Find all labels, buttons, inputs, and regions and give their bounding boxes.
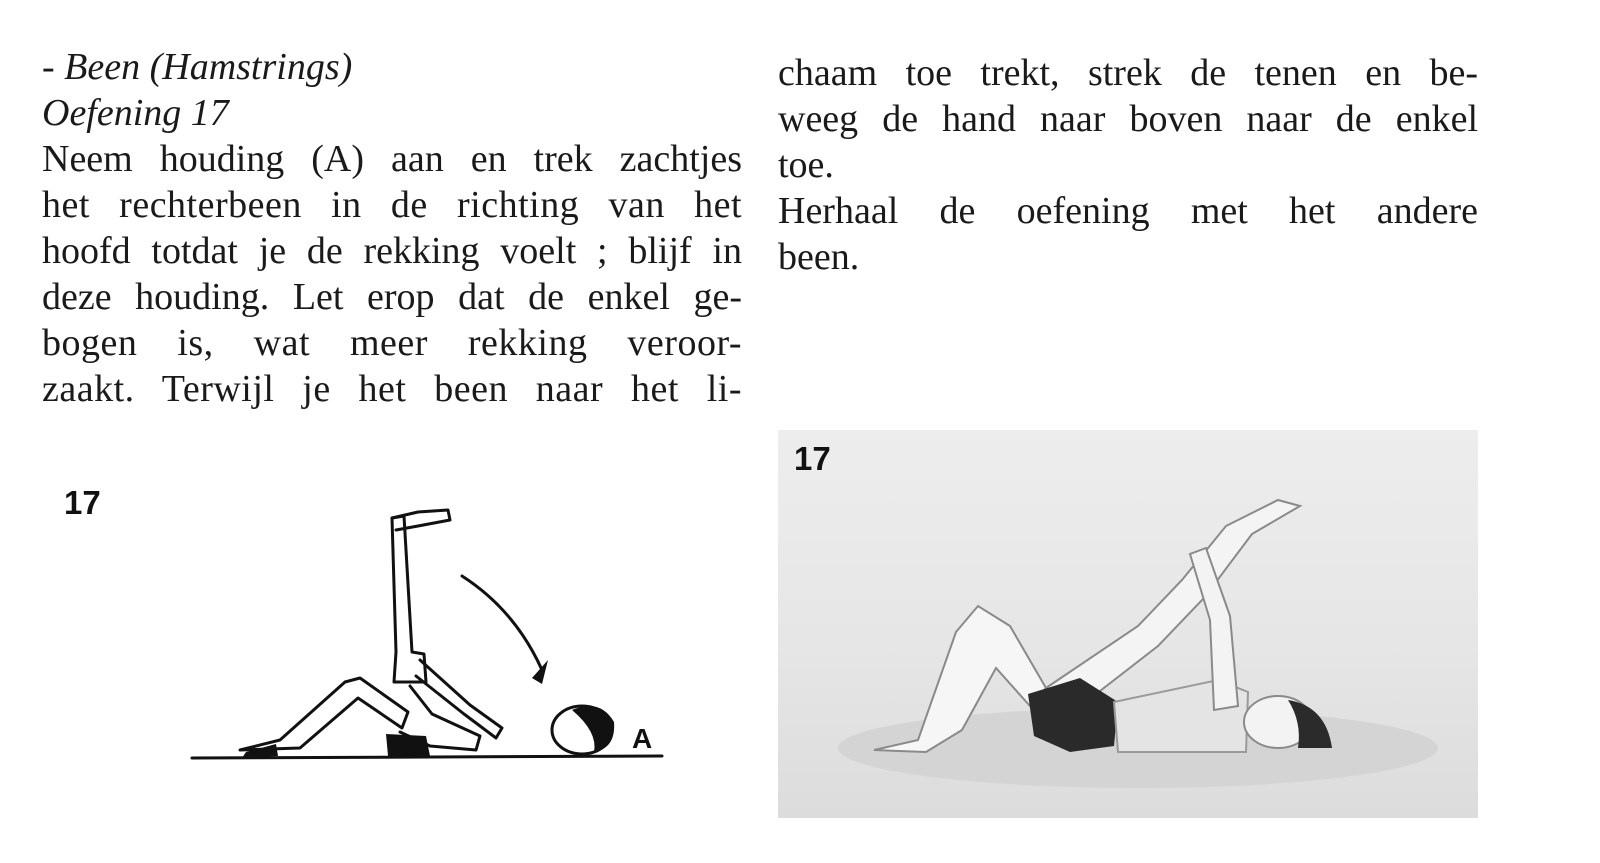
pose-label-a: A bbox=[632, 723, 653, 754]
raised-leg bbox=[392, 516, 426, 682]
hair bbox=[572, 706, 614, 752]
bent-leg bbox=[240, 678, 408, 750]
left-text-column bbox=[42, 44, 742, 412]
drawing-figure-number: 17 bbox=[64, 484, 101, 521]
body-line: weeg de hand naar boven naar de enkel bbox=[778, 98, 1478, 140]
photo-figure-number: 17 bbox=[794, 440, 831, 477]
body-line: hoofd totdat je de rekking voelt ; blijf in bbox=[42, 230, 742, 272]
raised-foot bbox=[392, 510, 450, 530]
body-line: Neem houding (A) aan en trek zachtjes bbox=[42, 138, 742, 180]
body-line: been. bbox=[778, 236, 860, 278]
body-line: zaakt. Terwijl je het been naar het li- bbox=[42, 368, 742, 410]
motion-arrow bbox=[462, 576, 542, 670]
exercise-heading: Oefening 17 bbox=[42, 92, 229, 134]
body-line: toe. bbox=[778, 144, 834, 186]
body-line: chaam toe trekt, strek de tenen en be- bbox=[778, 52, 1478, 94]
shorts bbox=[386, 734, 430, 756]
exercise-photo bbox=[778, 430, 1478, 818]
body-line: bogen is, wat meer rekking veroor- bbox=[42, 322, 742, 364]
exercise-line-drawing bbox=[180, 500, 680, 770]
section-heading: - Been (Hamstrings) bbox=[42, 46, 353, 88]
body-line: Herhaal de oefening met het andere bbox=[778, 190, 1478, 232]
body-line: het rechterbeen in de richting van het bbox=[42, 184, 742, 226]
photo-illustration bbox=[778, 430, 1478, 818]
body-line: deze houding. Let erop dat de enkel ge- bbox=[42, 276, 742, 318]
right-text-column bbox=[778, 50, 1478, 280]
